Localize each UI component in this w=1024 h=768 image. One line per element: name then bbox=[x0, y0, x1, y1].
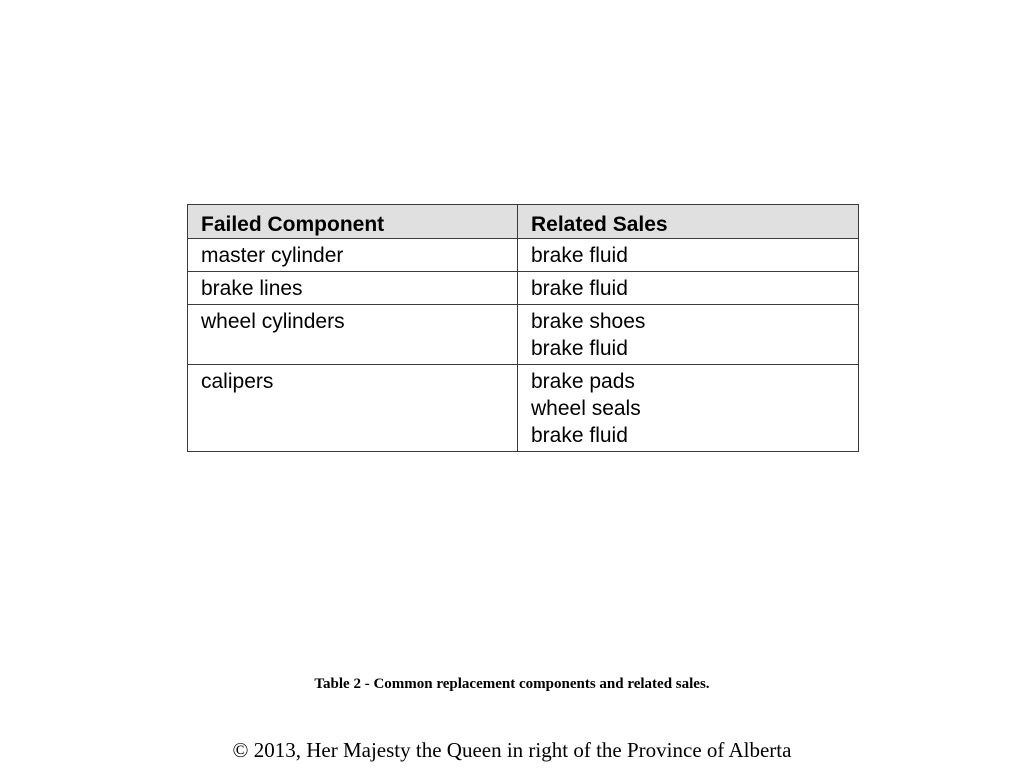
table-row bbox=[188, 365, 859, 452]
components-table bbox=[187, 204, 859, 452]
copyright-notice: © 2013, Her Majesty the Queen in right of the Province of Alberta bbox=[232, 738, 792, 762]
sales-item: brake fluid bbox=[531, 277, 628, 300]
components-table-container bbox=[187, 204, 858, 452]
cell-component: wheel cylinders bbox=[188, 305, 518, 365]
cell-component: master cylinder bbox=[188, 239, 518, 272]
cell-sales bbox=[518, 239, 859, 272]
sales-item: wheel seals bbox=[531, 397, 641, 420]
cell-sales bbox=[518, 305, 859, 365]
sales-item: brake fluid bbox=[531, 244, 628, 267]
header-related-sales: Related Sales bbox=[518, 205, 859, 239]
sales-item: brake shoes bbox=[531, 310, 646, 333]
cell-sales bbox=[518, 272, 859, 305]
header-failed-component: Failed Component bbox=[188, 205, 518, 239]
table-header-row bbox=[188, 205, 859, 239]
sales-item: brake fluid bbox=[531, 337, 628, 360]
cell-component: brake lines bbox=[188, 272, 518, 305]
table-caption: Table 2 - Common replacement components and related sales. bbox=[314, 676, 710, 692]
sales-item: brake fluid bbox=[531, 424, 628, 447]
cell-component: calipers bbox=[188, 365, 518, 452]
table-row bbox=[188, 305, 859, 365]
sales-item: brake pads bbox=[531, 370, 635, 393]
table-row bbox=[188, 239, 859, 272]
table-row bbox=[188, 272, 859, 305]
cell-sales bbox=[518, 365, 859, 452]
